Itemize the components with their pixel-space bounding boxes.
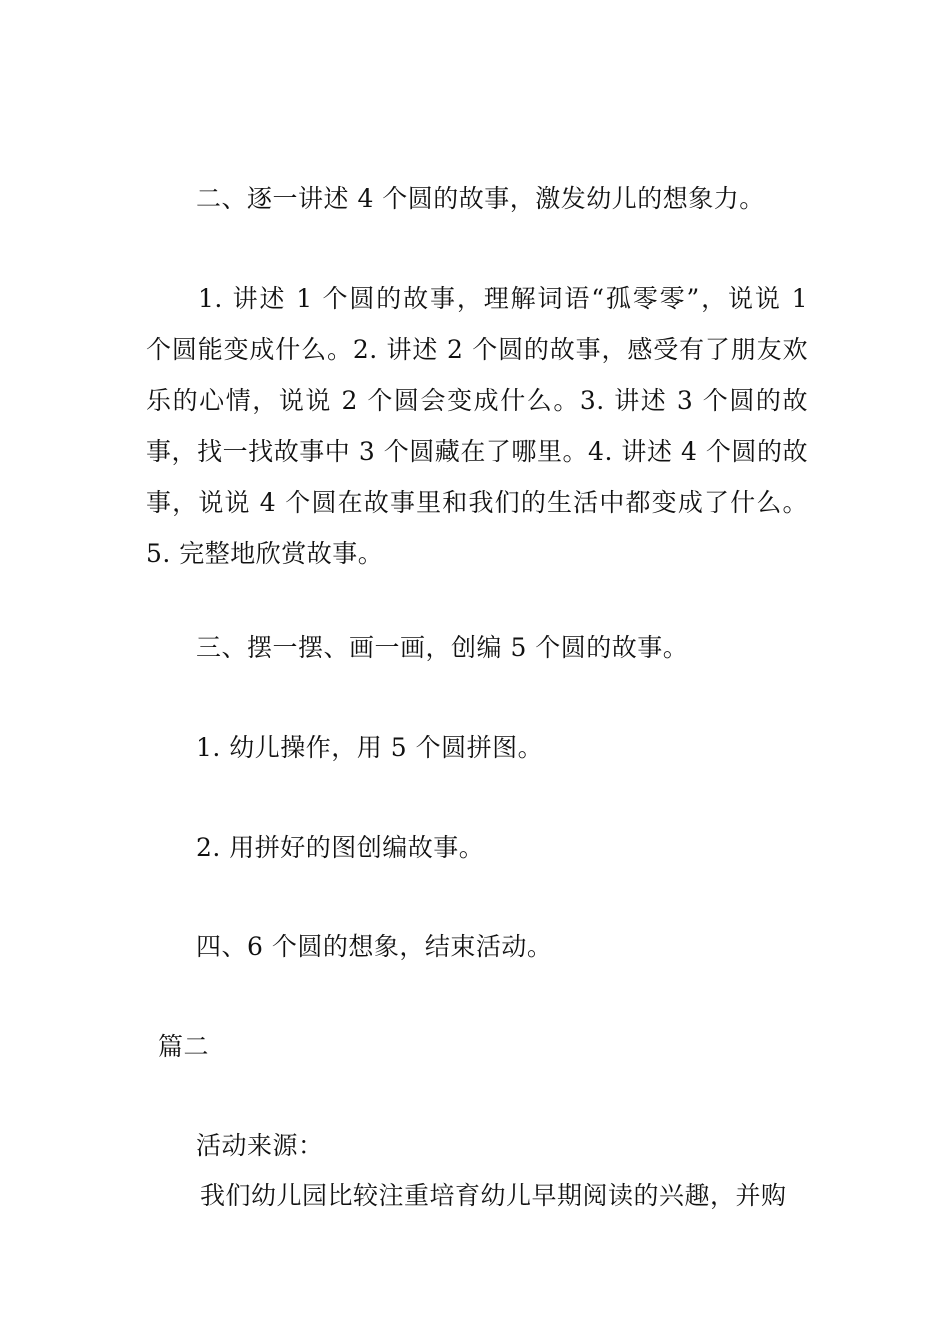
section-3-item-2: 2. 用拼好的图创编故事。 [196,833,485,862]
activity-source-text: 我们幼儿园比较注重培育幼儿早期阅读的兴趣，并购 [200,1181,787,1210]
section-2-paragraph: 1. 讲述 1 个圆的故事，理解词语“孤零零”，说说 1 个圆能变成什么。2. 讲述 2 个圆的故事，感受有了朋友欢乐的心情，说说 2 个圆会变成什么。3. 讲述 3 个圆的故事，找一找故事中 3 个圆藏在了哪里。4. 讲述 4 个圆的故事，说说 4 个圆在故事里和我们的生活中都变成了什么。5. 完整地欣赏故事。 [146,284,808,568]
part-title: 篇二 [158,1032,210,1061]
section-heading-4: 四、6 个圆的想象，结束活动。 [196,932,553,961]
section-heading-3: 三、摆一摆、画一画，创编 5 个圆的故事。 [196,633,689,662]
section-3-item-1: 1. 幼儿操作，用 5 个圆拼图。 [196,733,544,762]
activity-source-label: 活动来源： [196,1131,324,1160]
section-heading-2: 二、逐一讲述 4 个圆的故事，激发幼儿的想象力。 [196,184,765,213]
